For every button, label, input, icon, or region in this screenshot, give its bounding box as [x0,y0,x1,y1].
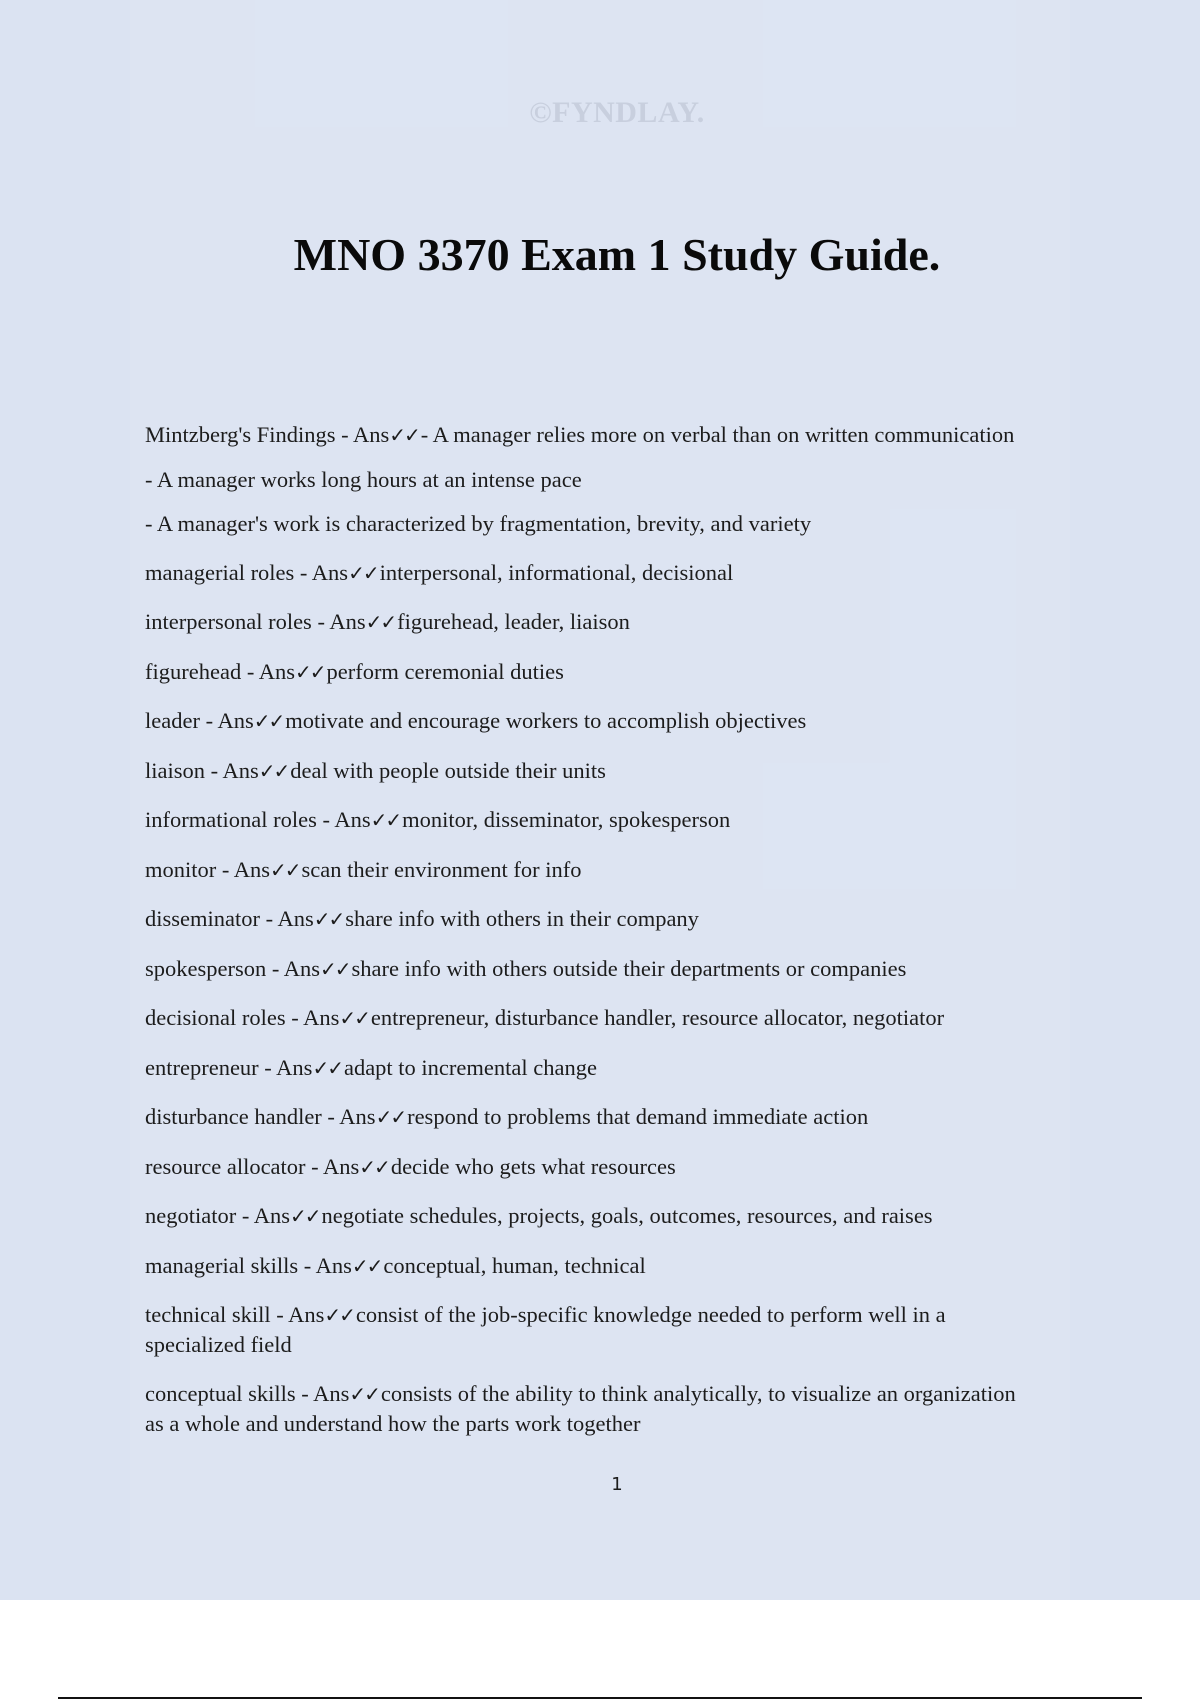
qa-item-disseminator [145,904,1025,934]
qa-answer: - A manager's work is characterized by fragmentation, brevity, and variety [145,511,812,536]
double-check-icon: ✓✓ [348,560,378,585]
qa-answer: entrepreneur, disturbance handler, resource allocator, negotiator [370,1005,945,1030]
qa-term: decisional roles - Ans [145,1005,340,1030]
double-check-icon: ✓✓ [289,1204,320,1228]
qa-item-figurehead [145,657,1025,687]
double-check-icon: ✓✓ [312,1055,342,1080]
qa-item-managerial-roles [145,558,1025,588]
qa-term: technical skill - Ans [145,1302,325,1327]
qa-term: Mintzberg's Findings - Ans [145,422,390,447]
qa-answer: consist of the job-specific knowledge needed to perform well in a specialized field [145,1302,946,1357]
double-check-icon: ✓✓ [313,907,344,931]
qa-answer: scan their environment for info [301,856,582,882]
qa-answer: deal with people outside their units [290,757,606,783]
qa-item-decisional-roles [145,1003,1025,1033]
qa-term: informational roles - Ans [145,807,371,832]
watermark-text: ©FYNDLAY. [529,96,705,129]
qa-item-finding-long-hours [145,465,1025,494]
qa-term: entrepreneur - Ans [145,1054,313,1080]
qa-term: monitor - Ans [145,856,271,882]
qa-answer: - A manager relies more on verbal than on written communication [420,422,1015,447]
qa-item-spokesperson [145,954,1025,984]
qa-term: figurehead - Ans [145,658,295,684]
qa-item-leader [145,706,1025,736]
qa-answer: monitor, disseminator, spokesperson [402,807,731,832]
qa-answer: adapt to incremental change [343,1054,597,1080]
qa-term: liaison - Ans [145,757,259,783]
qa-answer: figurehead, leader, liaison [397,609,630,634]
double-check-icon: ✓✓ [365,610,396,634]
qa-item-monitor [145,855,1025,885]
qa-answer: conceptual, human, technical [383,1252,646,1278]
footer-divider [58,1697,1142,1699]
qa-list [145,420,1025,1457]
qa-item-interpersonal-roles [145,607,1025,637]
qa-item-mintzberg-findings [145,420,1025,450]
qa-item-finding-fragmentation [145,509,1025,538]
double-check-icon: ✓✓ [339,1006,369,1030]
qa-answer: consists of the ability to think analytically, to visualize an organization as a whole and understand how the parts work together [145,1380,1016,1436]
qa-answer: - A manager works long hours at an intense pace [145,467,582,492]
qa-answer: share info with others outside their departments or companies [351,955,907,981]
qa-item-informational-roles [145,805,1025,835]
document-title: MNO 3370 Exam 1 Study Guide. [293,229,941,280]
qa-term: managerial skills - Ans [145,1252,352,1278]
double-check-icon: ✓✓ [389,423,419,447]
double-check-icon: ✓✓ [359,1154,389,1179]
qa-item-disturbance-handler [145,1102,1025,1132]
qa-item-entrepreneur [145,1053,1025,1083]
double-check-icon: ✓✓ [375,1105,406,1129]
qa-term: negotiator - Ans [145,1203,290,1228]
double-check-icon: ✓✓ [351,1253,382,1278]
qa-answer: motivate and encourage workers to accomplish objectives [285,708,807,733]
double-check-icon: ✓✓ [253,709,284,733]
qa-answer: interpersonal, informational, decisional [379,559,734,585]
double-check-icon: ✓✓ [320,956,350,981]
qa-answer: share info with others in their company [345,906,699,931]
qa-term: interpersonal roles - Ans [145,609,366,634]
double-check-icon: ✓✓ [270,857,300,882]
qa-term: spokesperson - Ans [145,955,320,981]
qa-term: disturbance handler - Ans [145,1104,376,1129]
qa-answer: decide who gets what resources [390,1153,676,1179]
qa-answer: negotiate schedules, projects, goals, outcomes, resources, and raises [321,1203,933,1228]
qa-item-conceptual-skills [145,1379,1025,1438]
double-check-icon: ✓✓ [258,758,289,783]
qa-term: resource allocator - Ans [145,1153,360,1179]
qa-term: disseminator - Ans [145,906,314,931]
qa-item-technical-skill [145,1300,1025,1359]
double-check-icon: ✓✓ [349,1381,379,1406]
qa-term: managerial roles - Ans [145,559,349,585]
qa-term: leader - Ans [145,708,254,733]
qa-answer: perform ceremonial duties [326,658,564,684]
qa-term: conceptual skills - Ans [145,1380,350,1406]
qa-answer: respond to problems that demand immediate action [407,1104,869,1129]
qa-item-negotiator [145,1201,1025,1231]
qa-item-resource-allocator [145,1152,1025,1182]
qa-item-managerial-skills [145,1251,1025,1281]
page-number: 1 [611,1474,623,1495]
double-check-icon: ✓✓ [370,808,401,832]
double-check-icon: ✓✓ [294,659,325,684]
double-check-icon: ✓✓ [324,1303,354,1327]
qa-item-liaison [145,756,1025,786]
